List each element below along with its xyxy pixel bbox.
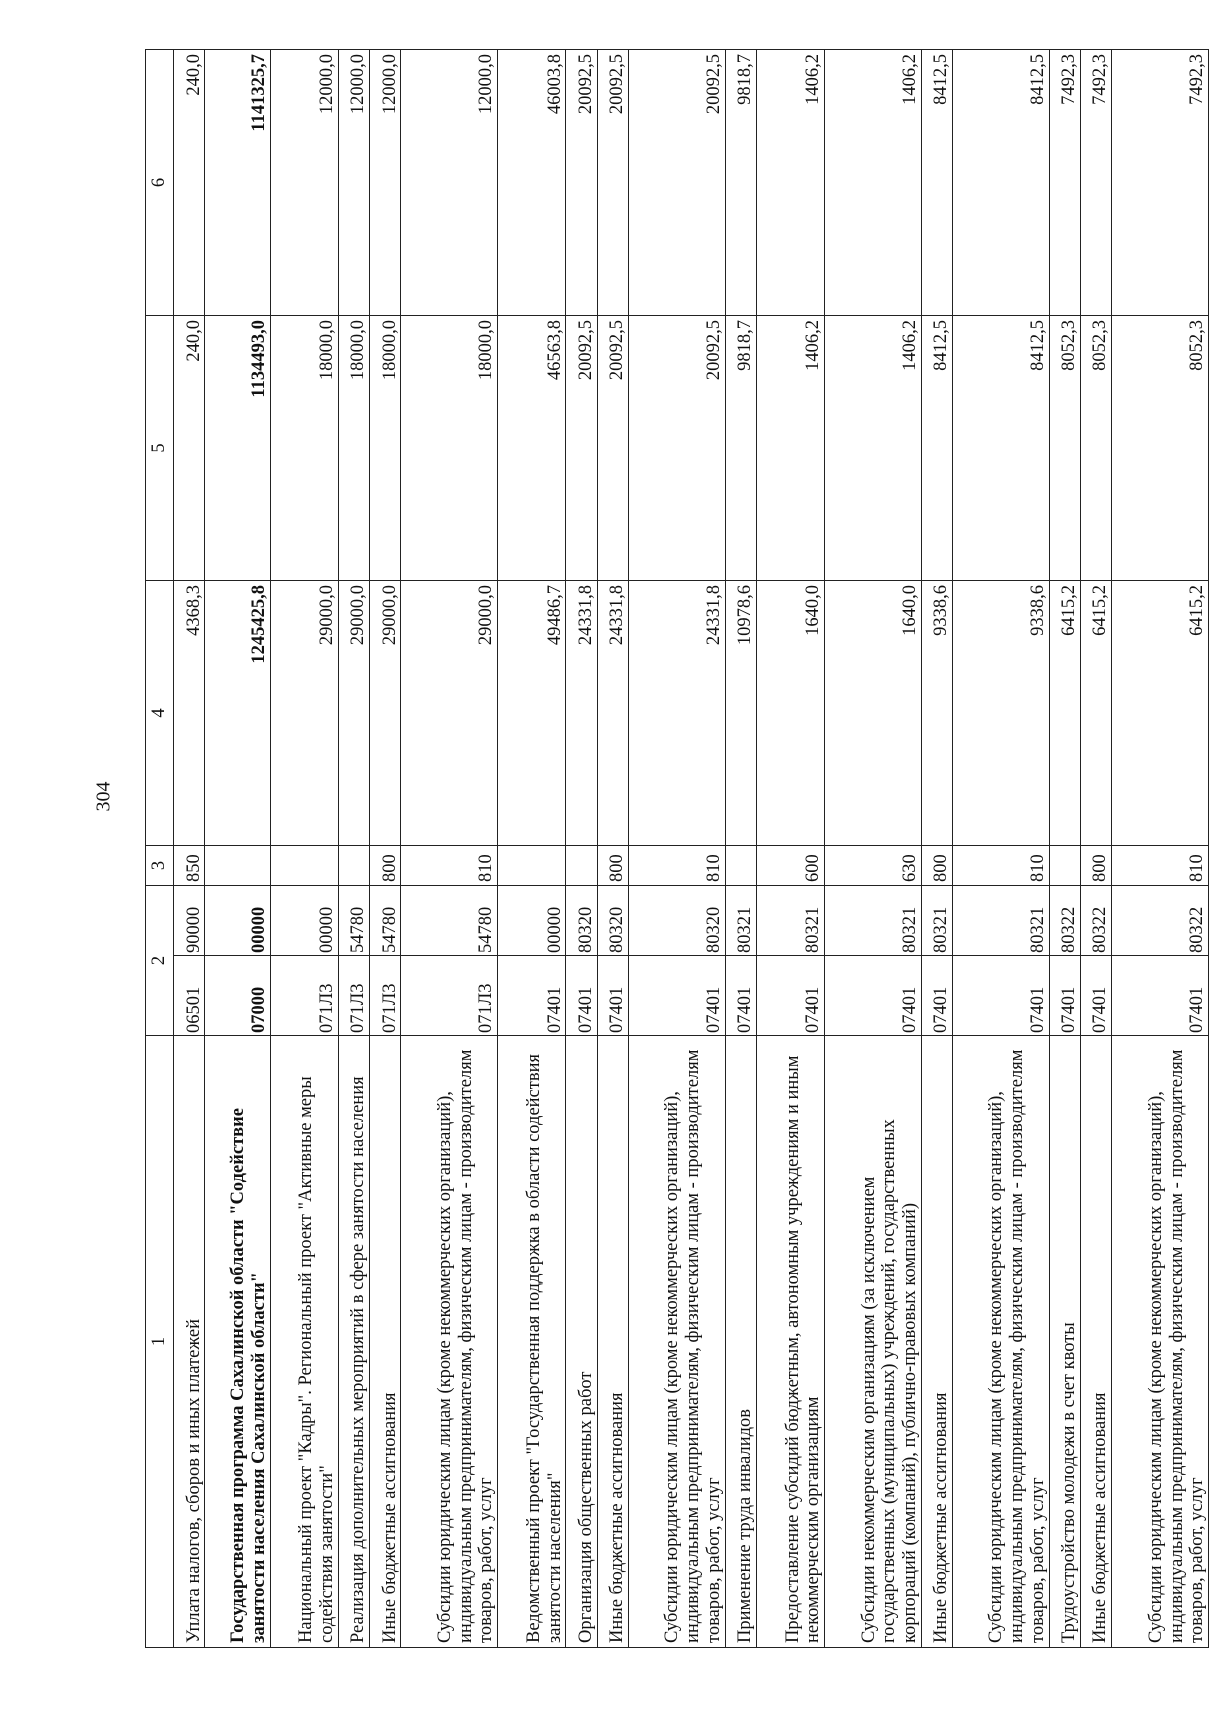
row-expense-type: 810: [401, 846, 498, 886]
row-code-program: 07401: [566, 956, 597, 1036]
row-value-col5: 8412,5: [952, 316, 1049, 581]
table-row: [921, 50, 952, 1648]
budget-table: [145, 49, 1209, 1648]
row-code-direction: 80322: [1080, 886, 1111, 956]
row-code-program: 071Л3: [401, 956, 498, 1036]
row-value-col6: 12000,0: [338, 50, 369, 316]
row-value-col6: 20092,5: [597, 50, 628, 316]
row-expense-type: 800: [1080, 846, 1111, 886]
row-name: Субсидии юридическим лицам (кроме некоммерческих организаций), индивидуальным предпринимателям, физическим лицам - производителям товаров, работ, услуг: [401, 1036, 498, 1648]
row-name: Предоставление субсидий бюджетным, автономным учреждениям и иным некоммерческим организациям: [756, 1036, 824, 1648]
row-name: Применение труда инвалидов: [725, 1036, 756, 1648]
row-value-col4: 6415,2: [1112, 581, 1209, 846]
row-value-col4: 6415,2: [1049, 581, 1080, 846]
row-expense-type: 800: [921, 846, 952, 886]
row-value-col4: 29000,0: [338, 581, 369, 846]
row-value-col4: 29000,0: [401, 581, 498, 846]
row-code-direction: 00000: [205, 886, 270, 956]
row-code-direction: 80321: [921, 886, 952, 956]
row-value-col5: 8052,3: [1049, 316, 1080, 581]
row-name: Трудоустройство молодежи в счет квоты: [1049, 1036, 1080, 1648]
row-value-col5: 9818,7: [725, 316, 756, 581]
row-value-col4: 29000,0: [370, 581, 401, 846]
row-code-direction: 54780: [370, 886, 401, 956]
page-number: 304: [92, 781, 115, 812]
row-name: Иные бюджетные ассигнования: [1080, 1036, 1111, 1648]
row-code-direction: 80321: [952, 886, 1049, 956]
row-value-col6: 20092,5: [566, 50, 597, 316]
table-row: [498, 50, 566, 1648]
row-value-col6: 1141325,7: [205, 50, 270, 316]
row-name: Субсидии юридическим лицам (кроме некоммерческих организаций), индивидуальным предпринимателям, физическим лицам - производителям товаров, работ, услуг: [628, 1036, 725, 1648]
row-value-col4: 6415,2: [1080, 581, 1111, 846]
row-value-col4: 24331,8: [566, 581, 597, 846]
row-value-col5: 240,0: [174, 316, 205, 581]
row-code-program: 07401: [725, 956, 756, 1036]
row-code-program: 07401: [498, 956, 566, 1036]
row-code-direction: 80322: [1112, 886, 1209, 956]
row-code-program: 07401: [597, 956, 628, 1036]
rotated-table-container: [145, 50, 1209, 1648]
row-value-col5: 8052,3: [1112, 316, 1209, 581]
row-value-col4: 9338,6: [952, 581, 1049, 846]
row-code-program: 07401: [1112, 956, 1209, 1036]
row-value-col4: 49486,7: [498, 581, 566, 846]
table-row: [628, 50, 725, 1648]
row-name: Ведомственный проект "Государственная поддержка в области содействия занятости населения": [498, 1036, 566, 1648]
row-name: Субсидии некоммерческим организациям (за исключением государственных (муниципальных) учреждений, государственных корпораций (компаний), публично-правовых компаний): [825, 1036, 922, 1648]
header-col-5: 5: [146, 316, 174, 581]
row-expense-type: 810: [628, 846, 725, 886]
row-expense-type: 800: [370, 846, 401, 886]
row-expense-type: [498, 846, 566, 886]
row-code-direction: 00000: [270, 886, 338, 956]
row-name: Субсидии юридическим лицам (кроме некоммерческих организаций), индивидуальным предпринимателям, физическим лицам - производителям товаров, работ, услуг: [952, 1036, 1049, 1648]
row-value-col4: 10978,6: [725, 581, 756, 846]
table-row: [597, 50, 628, 1648]
row-code-direction: 80320: [566, 886, 597, 956]
row-value-col4: 9338,6: [921, 581, 952, 846]
row-code-direction: 54780: [401, 886, 498, 956]
table-row: [725, 50, 756, 1648]
row-code-direction: 80321: [825, 886, 922, 956]
row-value-col5: 18000,0: [401, 316, 498, 581]
row-code-direction: 80320: [597, 886, 628, 956]
row-value-col5: 20092,5: [597, 316, 628, 581]
row-value-col4: 1640,0: [756, 581, 824, 846]
table-row: [952, 50, 1049, 1648]
header-col-3: 3: [146, 846, 174, 886]
row-value-col6: 12000,0: [401, 50, 498, 316]
row-code-program: 07401: [1080, 956, 1111, 1036]
row-value-col5: 8412,5: [921, 316, 952, 581]
row-code-direction: 00000: [498, 886, 566, 956]
row-name: Иные бюджетные ассигнования: [597, 1036, 628, 1648]
row-expense-type: [205, 846, 270, 886]
row-value-col6: 9818,7: [725, 50, 756, 316]
row-code-program: 07401: [921, 956, 952, 1036]
row-value-col6: 7492,3: [1049, 50, 1080, 316]
row-value-col5: 8052,3: [1080, 316, 1111, 581]
header-row: [146, 50, 174, 1648]
table-row: [205, 50, 270, 1648]
table-row: [338, 50, 369, 1648]
table-row: [1080, 50, 1111, 1648]
row-name: Реализация дополнительных мероприятий в сфере занятости населения: [338, 1036, 369, 1648]
row-name: Организация общественных работ: [566, 1036, 597, 1648]
row-value-col4: 4368,3: [174, 581, 205, 846]
row-value-col4: 29000,0: [270, 581, 338, 846]
row-code-direction: 54780: [338, 886, 369, 956]
header-col-2: 2: [146, 886, 174, 1036]
row-value-col5: 1406,2: [756, 316, 824, 581]
row-value-col4: 1640,0: [825, 581, 922, 846]
row-value-col6: 20092,5: [628, 50, 725, 316]
row-value-col5: 46563,8: [498, 316, 566, 581]
table-row: [370, 50, 401, 1648]
row-expense-type: 630: [825, 846, 922, 886]
row-code-program: 07000: [205, 956, 270, 1036]
row-value-col6: 7492,3: [1112, 50, 1209, 316]
row-name: Национальный проект "Кадры". Региональный проект "Активные меры содействия занятости": [270, 1036, 338, 1648]
row-name: Субсидии юридическим лицам (кроме некоммерческих организаций), индивидуальным предпринимателям, физическим лицам - производителям товаров, работ, услуг: [1112, 1036, 1209, 1648]
row-code-direction: 80320: [628, 886, 725, 956]
row-expense-type: 800: [597, 846, 628, 886]
row-expense-type: 850: [174, 846, 205, 886]
row-code-program: 07401: [1049, 956, 1080, 1036]
row-expense-type: 600: [756, 846, 824, 886]
table-body: [174, 50, 1209, 1648]
row-expense-type: [338, 846, 369, 886]
table-row: [825, 50, 922, 1648]
row-value-col4: 24331,8: [628, 581, 725, 846]
row-name: Иные бюджетные ассигнования: [921, 1036, 952, 1648]
row-value-col5: 1134493,0: [205, 316, 270, 581]
row-code-program: 07401: [825, 956, 922, 1036]
row-code-program: 07401: [952, 956, 1049, 1036]
row-value-col6: 240,0: [174, 50, 205, 316]
row-expense-type: 810: [952, 846, 1049, 886]
row-value-col5: 20092,5: [566, 316, 597, 581]
row-value-col6: 12000,0: [370, 50, 401, 316]
table-row: [174, 50, 205, 1648]
table-row: [1112, 50, 1209, 1648]
row-value-col4: 24331,8: [597, 581, 628, 846]
row-value-col6: 1406,2: [756, 50, 824, 316]
header-col-1: 1: [146, 1036, 174, 1648]
row-value-col6: 7492,3: [1080, 50, 1111, 316]
header-col-4: 4: [146, 581, 174, 846]
row-value-col6: 8412,5: [952, 50, 1049, 316]
row-expense-type: [1049, 846, 1080, 886]
row-value-col5: 18000,0: [270, 316, 338, 581]
row-code-program: 07401: [756, 956, 824, 1036]
row-code-direction: 90000: [174, 886, 205, 956]
row-expense-type: [725, 846, 756, 886]
row-value-col6: 1406,2: [825, 50, 922, 316]
table-row: [756, 50, 824, 1648]
row-expense-type: [566, 846, 597, 886]
row-name: Уплата налогов, сборов и иных платежей: [174, 1036, 205, 1648]
row-value-col6: 8412,5: [921, 50, 952, 316]
table-row: [1049, 50, 1080, 1648]
row-value-col5: 18000,0: [370, 316, 401, 581]
table-row: [270, 50, 338, 1648]
row-code-direction: 80321: [756, 886, 824, 956]
row-value-col5: 1406,2: [825, 316, 922, 581]
row-name: Государственная программа Сахалинской области "Содействие занятости населения Сахалинской области": [205, 1036, 270, 1648]
row-code-program: 071Л3: [338, 956, 369, 1036]
row-value-col5: 18000,0: [338, 316, 369, 581]
row-value-col5: 20092,5: [628, 316, 725, 581]
row-name: Иные бюджетные ассигнования: [370, 1036, 401, 1648]
row-code-program: 06501: [174, 956, 205, 1036]
row-code-program: 071Л3: [270, 956, 338, 1036]
row-value-col6: 46003,8: [498, 50, 566, 316]
row-value-col4: 1245425,8: [205, 581, 270, 846]
row-code-program: 07401: [628, 956, 725, 1036]
row-code-direction: 80322: [1049, 886, 1080, 956]
row-code-program: 071Л3: [370, 956, 401, 1036]
row-expense-type: 810: [1112, 846, 1209, 886]
table-row: [401, 50, 498, 1648]
header-col-6: 6: [146, 50, 174, 316]
row-expense-type: [270, 846, 338, 886]
row-value-col6: 12000,0: [270, 50, 338, 316]
table-row: [566, 50, 597, 1648]
row-code-direction: 80321: [725, 886, 756, 956]
